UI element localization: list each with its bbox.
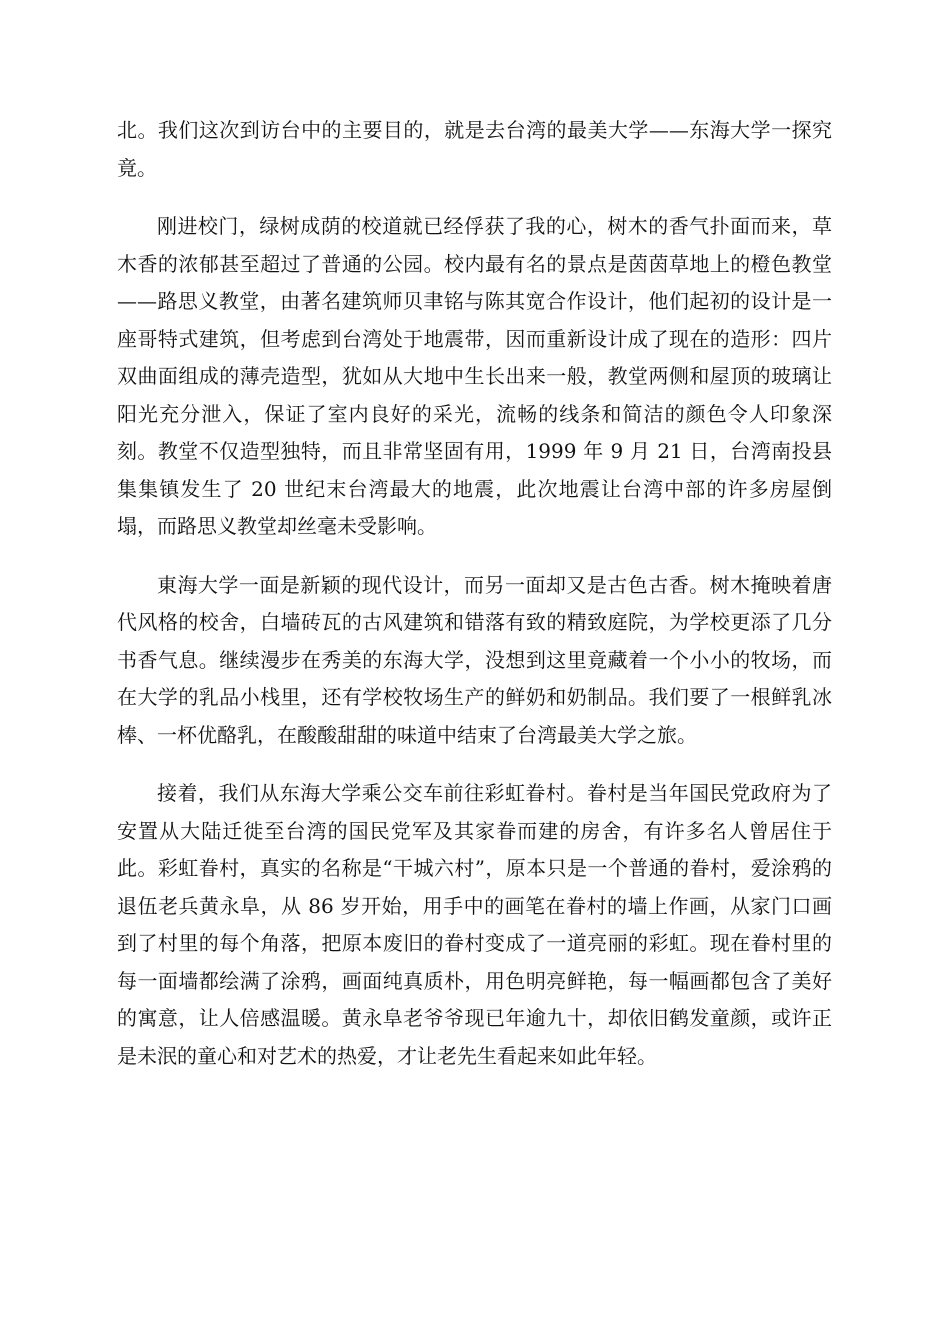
paragraph-continued: 北。我们这次到访台中的主要目的，就是去台湾的最美大学——东海大学一探究竟。 — [117, 118, 832, 180]
document-body — [117, 112, 832, 1096]
paragraph-tunghai-chapel: 刚进校门，绿树成荫的校道就已经俘获了我的心，树木的香气扑面而来，草木香的浓郁甚至超过了普通的公园。校内最有名的景点是茵茵草地上的橙色教堂——路思义教堂，由著名建筑师贝聿铭与陈其宽合作设计，他们起初的设计是一座哥特式建筑，但考虑到台湾处于地震带，因而重新设计成了现在的造形：四片双曲面组成的薄壳造型，犹如从大地中生长出来一般，教堂两侧和屋顶的玻璃让阳光充分泄入，保证了室内良好的采光，流畅的线条和简洁的颜色令人印象深刻。教堂不仅造型独特，而且非常坚固有用，1999 年 9 月 21 日，台湾南投县集集镇发生了 20 世纪末台湾最大的地震，此次地震让台湾中部的许多房屋倒塌，而路思义教堂却丝毫未受影响。 — [117, 214, 832, 538]
paragraph-tunghai-campus: 東海大学一面是新颖的现代设计，而另一面却又是古色古香。树木掩映着唐代风格的校舍，白墙砖瓦的古风建筑和错落有致的精致庭院，为学校更添了几分书香气息。继续漫步在秀美的东海大学，没想到这里竟藏着一个小小的牧场，而在大学的乳品小栈里，还有学校牧场生产的鲜奶和奶制品。我们要了一根鲜乳冰棒、一杯优酪乳，在酸酸甜甜的味道中结束了台湾最美大学之旅。 — [117, 572, 832, 747]
paragraph-rainbow-village: 接着，我们从东海大学乘公交车前往彩虹眷村。眷村是当年国民党政府为了安置从大陆迁徙至台湾的国民党军及其家眷而建的房舍，有许多名人曾居住于此。彩虹眷村，真实的名称是“干城六村”，原本只是一个普通的眷村，爱涂鸦的退伍老兵黄永阜，从 86 岁开始，用手中的画笔在眷村的墙上作画，从家门口画到了村里的每个角落，把原本废旧的眷村变成了一道亮丽的彩虹。现在眷村里的每一面墙都绘满了涂鸦，画面纯真质朴，用色明亮鲜艳，每一幅画都包含了美好的寓意，让人倍感温暖。黄永阜老爷爷现已年逾九十，却依旧鹤发童颜，或许正是未泯的童心和对艺术的热爱，才让老先生看起来如此年轻。 — [117, 781, 832, 1068]
